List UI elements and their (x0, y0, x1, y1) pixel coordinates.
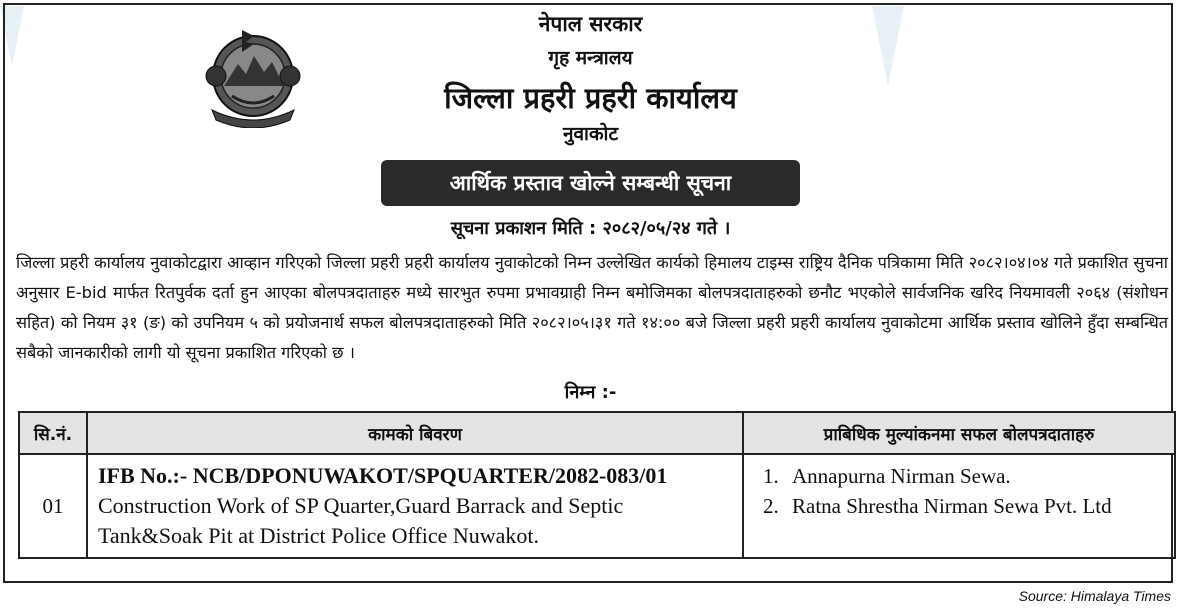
row-bidders (743, 454, 1175, 558)
header-office: जिल्ला प्रहरी प्रहरी कार्यालय (444, 81, 737, 115)
work-description: Construction Work of SP Quarter,Guard Barrack and Septic Tank&Soak Pit at District Police Office Nuwakot. (98, 493, 624, 548)
header-government: नेपाल सरकार (538, 12, 643, 36)
table-header-row (19, 412, 1175, 454)
tender-table (18, 411, 1176, 559)
notice-title: आर्थिक प्रस्ताव खोल्ने सम्बन्धी सूचना (381, 160, 800, 206)
table-row (19, 454, 1175, 558)
header-serial: सि.नं. (19, 412, 87, 454)
ifb-number: IFB No.:- NCB/DPONUWAKOT/SPQUARTER/2082-083/01 (98, 463, 668, 488)
body-paragraph: जिल्ला प्रहरी कार्यालय नुवाकोटद्वारा आव्हान गरिएको जिल्ला प्रहरी प्रहरी कार्यालय नुवाकोटको निम्न उल्लेखित कार्यको हिमालय टाइम्स राष्ट्रिय दैनिक पत्रिकामा मिति २०८२।०४।०४ गते प्रकाशित सुचना अनुसार E-bid मार्फत रितपुर्वक दर्ता हुन आएका बोलपत्रदाताहरु मध्ये सारभुत रुपमा प्रभावग्राही निम्न बमोजिमका बोलपत्रदाताहरुको छनौट भएकोले सार्वजनिक खरिद नियमावली २०६४ (संशोधन सहित) को नियम ३१ (ङ) को उपनियम ५ को प्रयोजनार्थ सफल बोलपत्रदाताहरुको मिति २०८२।०५।३१ गते १४:०० बजे जिल्ला प्रहरी प्रहरी कार्यालय नुवाकोटमा आर्थिक प्रस्ताव खोलिने हुँदा सम्बन्धित सबैको जानकारीको लागी यो सूचना प्रकाशित गरिएको छ । (16, 253, 1168, 362)
bidder-item: 1. Annapurna Nirman Sewa. (784, 461, 1164, 491)
notice-body (16, 248, 1168, 368)
list-heading: निम्न :- (564, 382, 617, 403)
row-work-description (87, 454, 743, 558)
header-work-description: कामको बिवरण (87, 412, 743, 454)
bidder-list (754, 461, 1164, 521)
header-ministry: गृह मन्त्रालय (548, 47, 633, 69)
publication-date: सूचना प्रकाशन मिति : २०८२/०५/२४ गते । (450, 218, 731, 239)
source-credit: Source: Himalaya Times (1018, 588, 1171, 604)
row-serial: 01 (19, 454, 87, 558)
header-district: नुवाकोट (562, 123, 619, 145)
header-successful-bidders: प्राबिधिक मुल्यांकनमा सफल बोलपत्रदाताहरु (743, 412, 1175, 454)
bidder-item: 2. Ratna Shrestha Nirman Sewa Pvt. Ltd (784, 491, 1164, 521)
